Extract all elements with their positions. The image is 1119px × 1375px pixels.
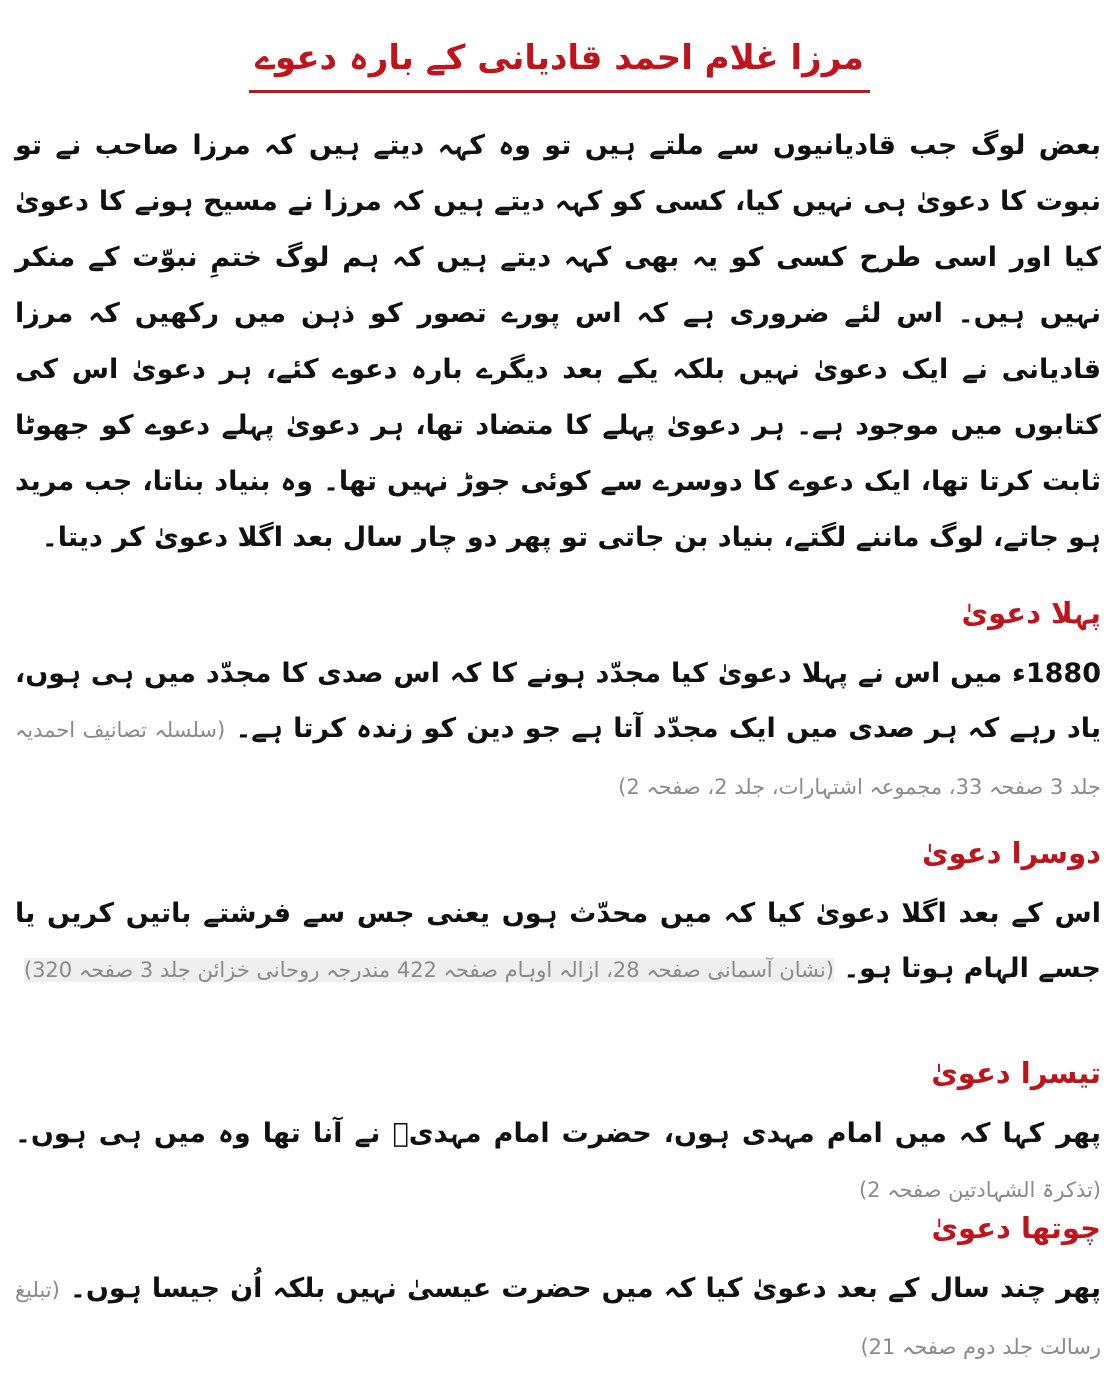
claim-reference-3: (تذکرۃ الشہادتین صفحہ 2): [858, 1178, 1101, 1202]
page-title: مرزا غلام احمد قادیانی کے بارہ دعوے: [249, 32, 870, 93]
claim-reference-2: (نشان آسمانی صفحہ 28، ازالہ اوہام صفحہ 422 مندرجہ روحانی خزائن جلد 3 صفحہ 320): [23, 958, 834, 982]
claim-heading-3: تیسرا دعویٰ: [931, 1056, 1101, 1090]
claim-reference-4: (تبلیغ رسالت جلد دوم صفحہ 21): [15, 1278, 1101, 1359]
claim-text-1: [15, 646, 1101, 815]
title-container: [0, 32, 1119, 93]
claim-heading-4: چوتھا دعویٰ: [931, 1211, 1101, 1245]
claim-section-4: [15, 1205, 1101, 1375]
intro-paragraph: بعض لوگ جب قادیانیوں سے ملتے ہیں تو وہ کہہ دیتے ہیں کہ مرزا صاحب نے تو نبوت کا دعویٰ ہی نہیں کیا، کسی کو کہہ دیتے ہیں کہ مرزا نے مسیح ہونے کا دعویٰ کیا اور اسی طرح کسی کو یہ بھی کہہ دیتے ہیں کہ ہم لوگ ختمِ نبوّت کے منکر نہیں ہیں۔ اس لئے ضروری ہے کہ اس پورے تصور کو ذہن میں رکھیں کہ مرزا قادیانی نے ایک دعویٰ نہیں بلکہ یکے بعد دیگرے بارہ دعوے کئے، ہر دعویٰ اس کی کتابوں میں موجود ہے۔ ہر دعویٰ پہلے کا متضاد تھا، ہر دعویٰ پہلے دعوے کو جھوٹا ثابت کرتا تھا، ایک دعوے کا دوسرے سے کوئی جوڑ نہیں تھا۔ وہ بنیاد بناتا، جب مرید ہو جاتے، لوگ ماننے لگتے، بنیاد بن جاتی تو پھر دو چار سال بعد اگلا دعویٰ کر دیتا۔: [15, 130, 1101, 553]
claim-section-2: [15, 830, 1101, 998]
claim-reference-1: (سلسلہ تصانیف احمدیہ جلد 3 صفحہ 33، مجموعہ اشتہارات، جلد 2، صفحہ 2): [15, 718, 1101, 799]
claim-section-3: [15, 1050, 1101, 1218]
claim-body-2: اس کے بعد اگلا دعویٰ کیا کہ میں محدّث ہوں یعنی جس سے فرشتے باتیں کریں یا جسے الہام ہوتا ہو۔: [15, 898, 1101, 984]
claim-text-2: [15, 886, 1101, 998]
claim-body-4: پھر چند سال کے بعد دعویٰ کیا کہ میں حضرت عیسیٰ نہیں بلکہ اُن جیسا ہوں۔: [70, 1273, 1101, 1304]
claim-text-4: [15, 1261, 1101, 1375]
claim-text-3: [15, 1106, 1101, 1218]
claim-heading-1: پہلا دعویٰ: [961, 596, 1101, 630]
claim-body-3: پھر کہا کہ میں امام مہدی ہوں، حضرت امام مہدیؑ نے آنا تھا وہ میں ہی ہوں۔: [15, 1118, 1101, 1149]
claim-heading-2: دوسرا دعویٰ: [922, 836, 1101, 870]
claim-section-1: [15, 590, 1101, 815]
claim-body-1: 1880ء میں اس نے پہلا دعویٰ کیا مجدّد ہونے کا کہ اس صدی کا مجدّد میں ہی ہوں، یاد رہے کہ ہر صدی میں ایک مجدّد آتا ہے جو دین کو زندہ کرتا ہے۔: [15, 658, 1101, 744]
